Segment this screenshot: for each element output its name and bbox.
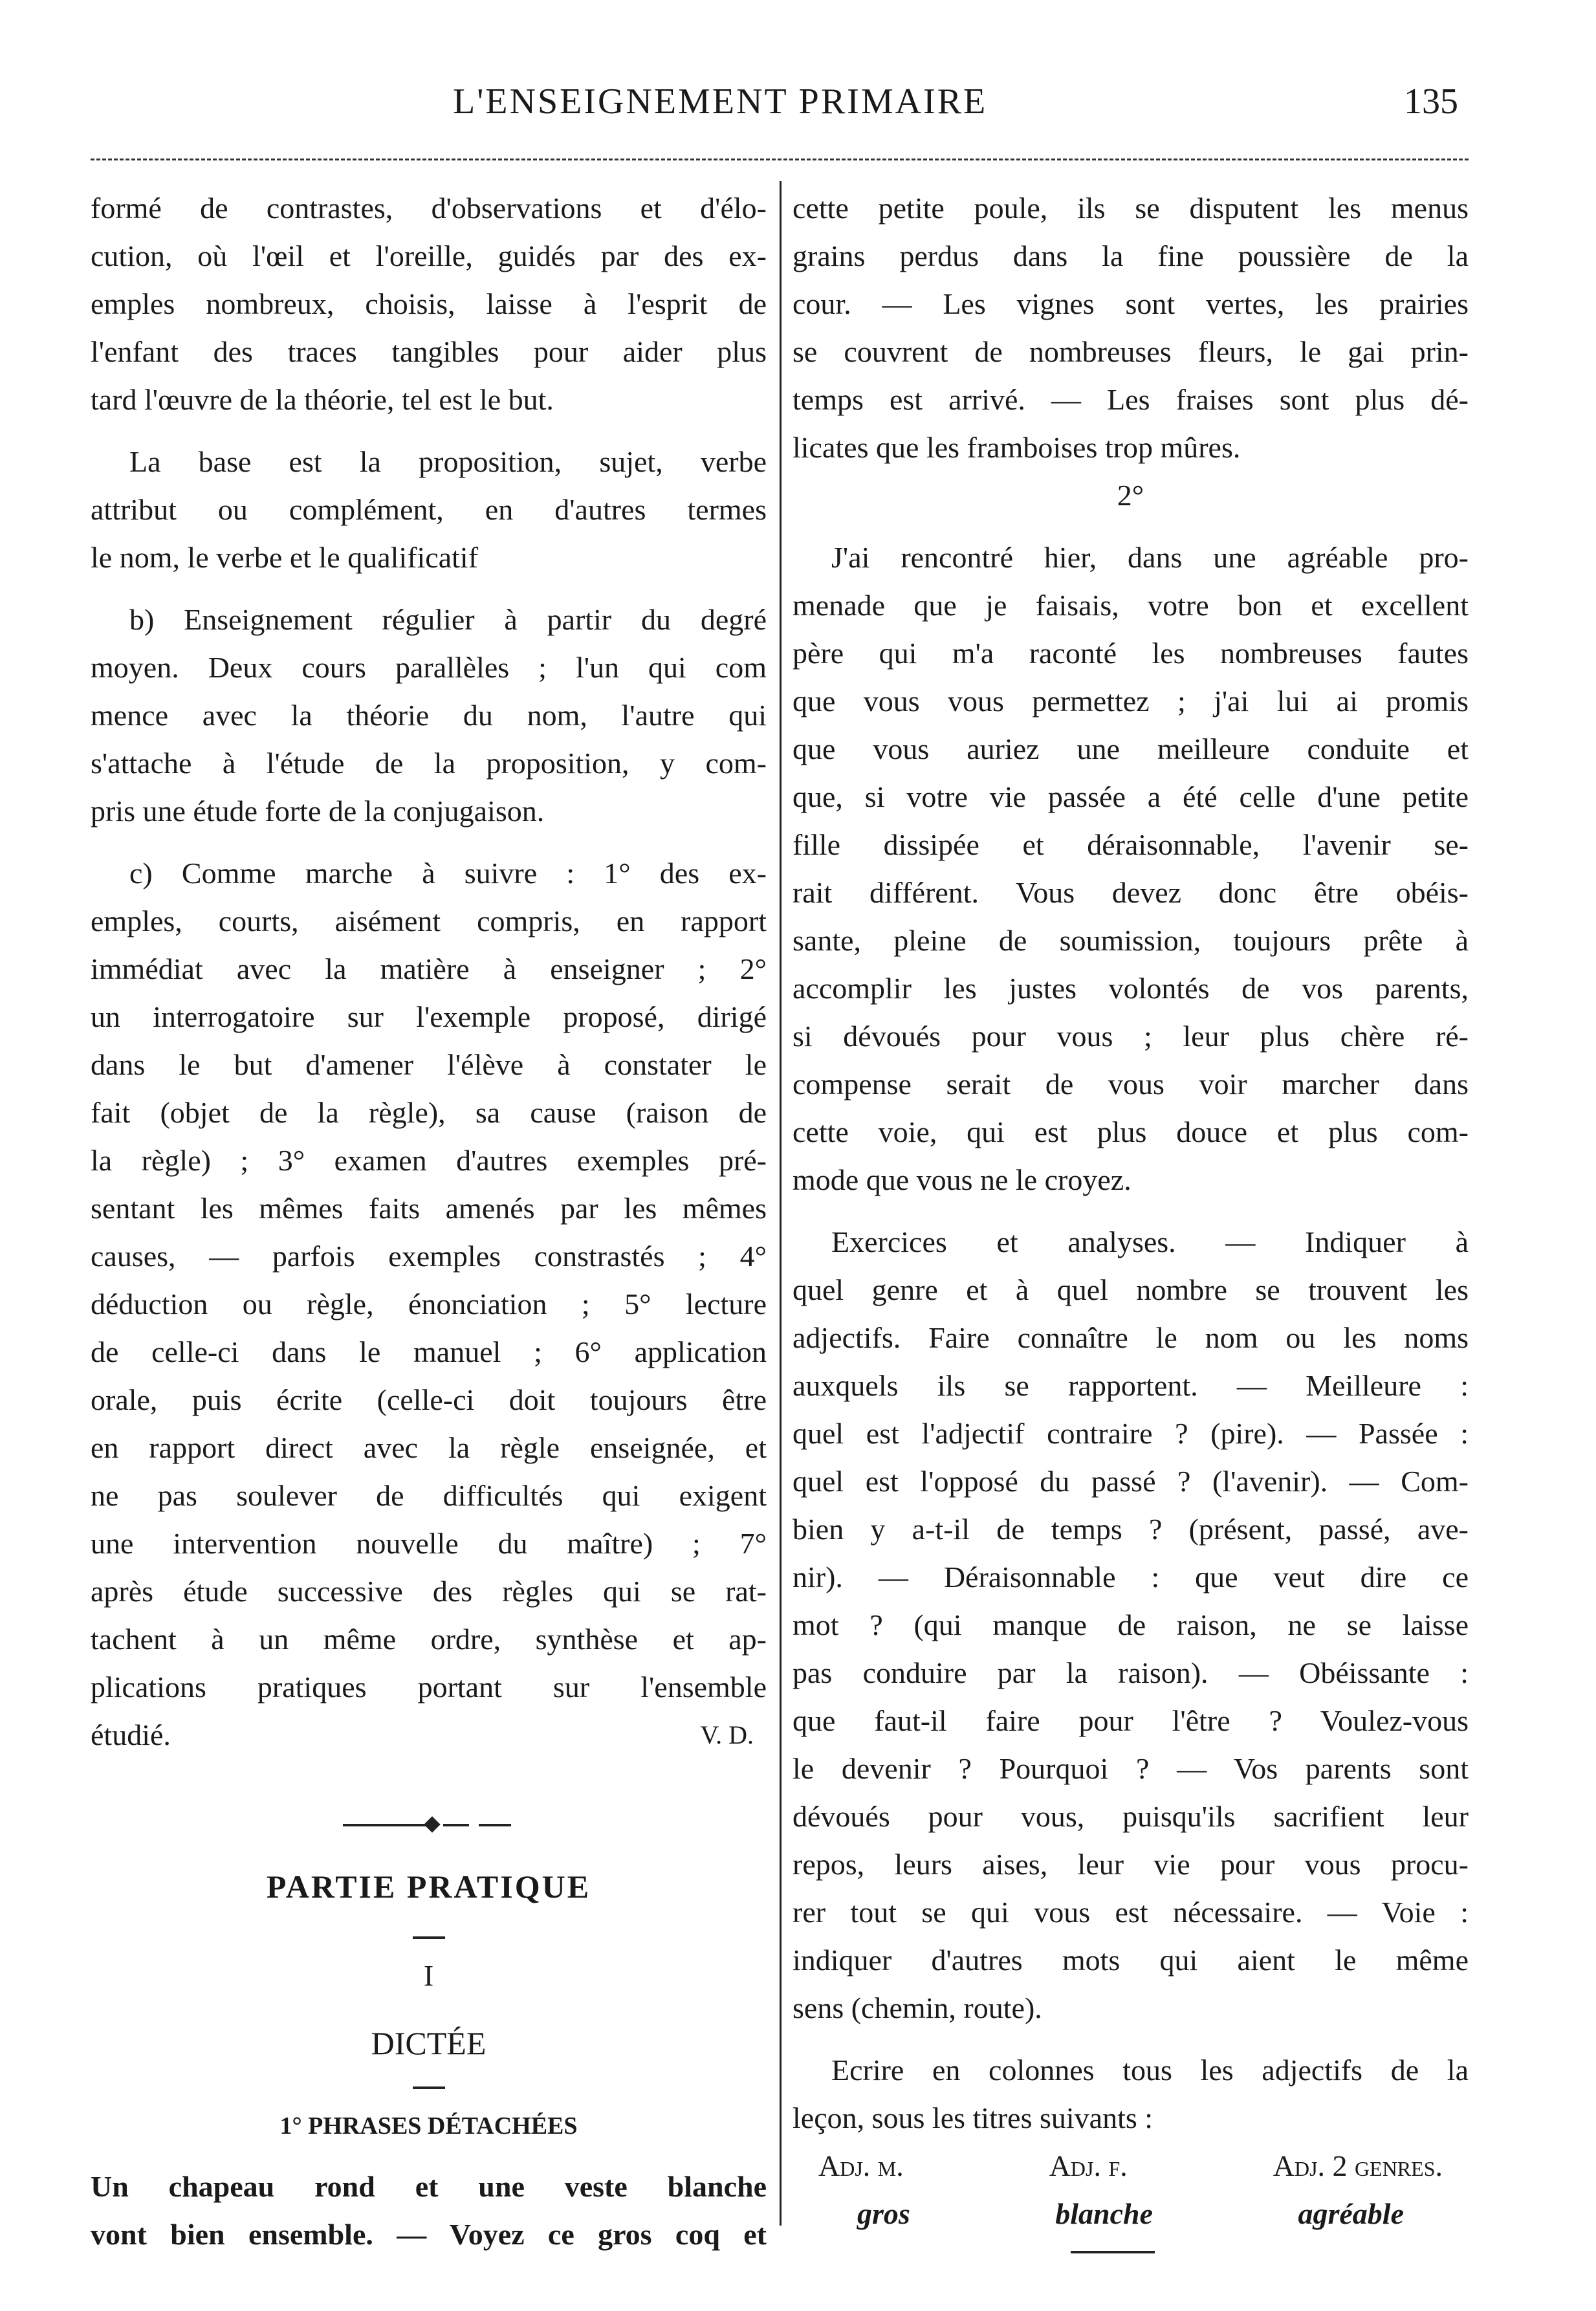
- paragraph: [91, 184, 767, 424]
- end-rule: [1071, 2251, 1155, 2253]
- text-line: immédiat avec la matière à enseigner ; 2°: [91, 952, 767, 985]
- page-number: 135: [1404, 82, 1458, 122]
- text-line: rait différent. Vous devez donc être obéis-: [793, 876, 1469, 909]
- text-line: dévoués pour vous, puisqu'ils sacrifient leur: [793, 1800, 1469, 1833]
- page-header: [0, 81, 1596, 139]
- text-line: auxquels ils se rapportent. — Meilleure :: [793, 1369, 1469, 1402]
- text-line: licates que les framboises trop mûres.: [793, 431, 1241, 464]
- text-line: cour. — Les vignes sont vertes, les prairies: [793, 287, 1469, 320]
- adjective-example: agréable: [1298, 2197, 1404, 2230]
- subsection-title: DICTÉE: [371, 2025, 486, 2061]
- text-line: que vous vous permettez ; j'ai lui ai promis: [793, 685, 1469, 717]
- text-line: moyen. Deux cours parallèles ; l'un qui com: [91, 651, 767, 684]
- text-line: repos, leurs aises, leur vie pour vous procu-: [793, 1848, 1469, 1881]
- text-line: emples nombreux, choisis, laisse à l'esprit de: [91, 287, 767, 320]
- text-line: emples, courts, aisément compris, en rapport: [91, 904, 767, 937]
- text-line: mot ? (qui manque de raison, ne se laisse: [793, 1608, 1469, 1641]
- text-line: en rapport direct avec la règle enseignée, et: [91, 1431, 767, 1464]
- text-line: plications pratiques portant sur l'ensemble: [91, 1670, 767, 1703]
- text-line: après étude successive des règles qui se rat-: [91, 1575, 767, 1608]
- text-line: étudié.: [91, 1718, 171, 1751]
- text-line: déduction ou règle, énonciation ; 5° lecture: [91, 1287, 767, 1320]
- text-line: La base est la proposition, sujet, verbe: [129, 445, 767, 478]
- text-line: nir). — Déraisonnable : que veut dire ce: [793, 1561, 1469, 1594]
- adjective-example: blanche: [1055, 2197, 1153, 2230]
- text-line: se couvrent de nombreuses fleurs, le gai prin-: [793, 335, 1469, 368]
- text-line: cette voie, qui est plus douce et plus com-: [793, 1115, 1469, 1148]
- text-line: tachent à un même ordre, synthèse et ap-: [91, 1623, 767, 1656]
- text-line: fille dissipée et déraisonnable, l'avenir se-: [793, 828, 1469, 861]
- text-line: b) Enseignement régulier à partir du degré: [129, 603, 767, 636]
- text-line: temps est arrivé. — Les fraises sont plus dé-: [793, 383, 1469, 416]
- header-rule: [91, 159, 1469, 160]
- running-title: L'ENSEIGNEMENT PRIMAIRE: [453, 82, 988, 122]
- section-number: I: [423, 1959, 434, 1992]
- text-line: c) Comme marche à suivre : 1° des ex-: [129, 857, 767, 890]
- column-header: Adj. 2 genres.: [1273, 2149, 1443, 2182]
- section-number: 2°: [1117, 479, 1144, 512]
- ornament-rule: [91, 1804, 767, 1843]
- text-line: menade que je faisais, votre bon et excellent: [793, 589, 1469, 622]
- text-line: un interrogatoire sur l'exemple proposé, dirigé: [91, 1000, 767, 1033]
- text-line: leçon, sous les titres suivants :: [793, 2101, 1153, 2134]
- text-line: mode que vous ne le croyez.: [793, 1163, 1131, 1196]
- paragraph: [793, 184, 1469, 472]
- text-line: ne pas soulever de difficultés qui exigent: [91, 1479, 767, 1512]
- text-line: compense serait de vous voir marcher dans: [793, 1068, 1469, 1101]
- right-column: [793, 184, 1469, 2253]
- paragraph: [793, 1218, 1469, 2032]
- text-line: Un chapeau rond et une veste blanche: [91, 2170, 767, 2203]
- text-line: que faut-il faire pour l'être ? Voulez-vous: [793, 1704, 1469, 1737]
- adjective-examples-row: [793, 2190, 1469, 2238]
- paragraph: [91, 596, 767, 835]
- text-line: la règle) ; 3° examen d'autres exemples pré-: [91, 1144, 767, 1177]
- adjective-headers-row: [793, 2142, 1469, 2190]
- text-line: J'ai rencontré hier, dans une agréable pro-: [831, 541, 1469, 574]
- signature-line: [91, 1711, 767, 1759]
- text-line: une intervention nouvelle du maître) ; 7°: [91, 1527, 767, 1560]
- text-line: tard l'œuvre de la théorie, tel est le but.: [91, 383, 554, 416]
- column-header: Adj. m.: [818, 2149, 904, 2182]
- text-line: s'attache à l'étude de la proposition, y com-: [91, 747, 767, 780]
- text-line: que vous auriez une meilleure conduite et: [793, 732, 1469, 765]
- text-line: adjectifs. Faire connaître le nom ou les noms: [793, 1321, 1469, 1354]
- text-line: bien y a-t-il de temps ? (présent, passé, ave-: [793, 1513, 1469, 1546]
- text-line: quel est l'opposé du passé ? (l'avenir). — Com-: [793, 1465, 1469, 1498]
- adjective-example: gros: [857, 2197, 910, 2230]
- section-title: PARTIE PRATIQUE: [266, 1868, 591, 1905]
- text-line: fait (objet de la règle), sa cause (raison de: [91, 1096, 767, 1129]
- text-line: quel est l'adjectif contraire ? (pire). — Passée :: [793, 1417, 1469, 1450]
- text-line: grains perdus dans la fine poussière de la: [793, 239, 1469, 272]
- left-column: [91, 184, 767, 2259]
- paragraph: [793, 534, 1469, 1204]
- text-line: cution, où l'œil et l'oreille, guidés par des ex-: [91, 239, 767, 272]
- text-line: père qui m'a raconté les nombreuses fautes: [793, 637, 1469, 670]
- text-line: le nom, le verbe et le qualificatif: [91, 541, 479, 574]
- text-line: sentant les mêmes faits amenés par les mêmes: [91, 1192, 767, 1225]
- text-line: pas conduire par la raison). — Obéissante :: [793, 1656, 1469, 1689]
- text-line: causes, — parfois exemples constrastés ; 4°: [91, 1240, 767, 1273]
- paragraph: [91, 438, 767, 582]
- text-line: de celle-ci dans le manuel ; 6° application: [91, 1335, 767, 1368]
- text-line: le devenir ? Pourquoi ? — Vos parents sont: [793, 1752, 1469, 1785]
- text-line: pris une étude forte de la conjugaison.: [91, 794, 545, 827]
- text-line: Ecrire en colonnes tous les adjectifs de la: [831, 2054, 1469, 2086]
- subsubsection-title: 1° PHRASES DÉTACHÉES: [279, 2112, 578, 2140]
- text-line: accomplir les justes volontés de vos parents,: [793, 972, 1469, 1005]
- text-line: Exercices et analyses. — Indiquer à: [831, 1225, 1469, 1258]
- column-divider: [780, 181, 782, 2226]
- text-line: vont bien ensemble. — Voyez ce gros coq et: [91, 2218, 767, 2251]
- text-line: sens (chemin, route).: [793, 1991, 1042, 2024]
- text-line: sante, pleine de soumission, toujours prête à: [793, 924, 1469, 957]
- dictation-text: [91, 2163, 767, 2259]
- text-line: si dévoués pour vous ; leur plus chère ré-: [793, 1020, 1469, 1053]
- paragraph: [793, 2046, 1469, 2142]
- text-line: mence avec la théorie du nom, l'autre qui: [91, 699, 767, 732]
- text-line: cette petite poule, ils se disputent les menus: [793, 192, 1469, 225]
- text-line: l'enfant des traces tangibles pour aider plus: [91, 335, 767, 368]
- text-line: formé de contrastes, d'observations et d'élo-: [91, 192, 767, 225]
- text-line: orale, puis écrite (celle-ci doit toujours être: [91, 1383, 767, 1416]
- text-line: que, si votre vie passée a été celle d'une petite: [793, 780, 1469, 813]
- paragraph: [91, 849, 767, 1759]
- column-header: Adj. f.: [1049, 2149, 1128, 2182]
- author-signature: V. D.: [700, 1720, 754, 1749]
- text-line: quel genre et à quel nombre se trouvent les: [793, 1273, 1469, 1306]
- text-line: attribut ou complément, en d'autres termes: [91, 493, 767, 526]
- text-line: dans le but d'amener l'élève à constater le: [91, 1048, 767, 1081]
- text-line: indiquer d'autres mots qui aient le même: [793, 1944, 1469, 1977]
- text-line: rer tout se qui vous est nécessaire. — Voie :: [793, 1896, 1469, 1929]
